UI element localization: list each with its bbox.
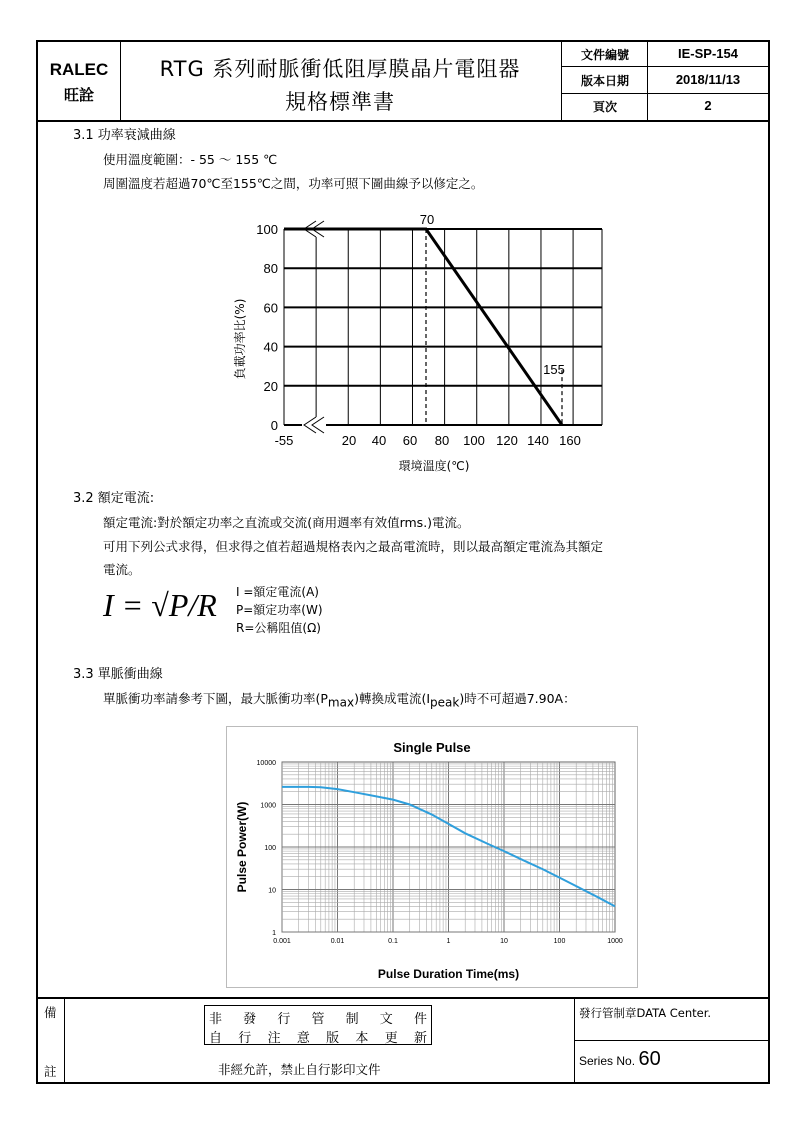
- derating-y-tick-label: 80: [263, 261, 278, 277]
- section-3-3-description: 單脈衝功率請參考下圖，最大脈衝功率$(P_{max})$轉換成電流$(I_{peak})$時不可超過7.90A：: [103, 691, 576, 710]
- axis-break-bg: [302, 417, 326, 433]
- derating-x-tick-label: -55: [274, 433, 294, 448]
- notice-char: 制: [345, 1012, 359, 1027]
- derating-curve: [284, 229, 562, 425]
- brand-en: RALEC: [49, 60, 109, 79]
- single-pulse-y-tick-label: 1: [272, 930, 276, 937]
- section-3-1-description: 周圍溫度若超過70℃至155℃之間，功率可照下圖曲線予以修定之。: [103, 176, 484, 191]
- section-3-2-line2: 可用下列公式求得，但求得之值若超過規格表內之最高電流時，則以最高額定電流為其額定: [103, 539, 604, 554]
- notice-char: 版: [326, 1031, 340, 1046]
- notice-char: 意: [296, 1031, 310, 1046]
- version-date-value: 2018/11/13: [675, 72, 741, 87]
- derating-x-tick-label: 160: [559, 433, 581, 448]
- notice-char: 管: [311, 1012, 325, 1027]
- formula-legend-i: I =額定電流(A): [236, 585, 319, 599]
- single-pulse-x-tick-label: 10: [500, 938, 508, 945]
- single-pulse-chart: [226, 726, 638, 988]
- section-3-2-heading: 3.2 額定電流:: [73, 491, 155, 506]
- page-value: 2: [704, 98, 712, 113]
- notice-char: 文: [379, 1012, 393, 1027]
- derating-x-tick-label: 40: [371, 433, 387, 448]
- footer-left-divider: [64, 997, 65, 1084]
- formula-legend-r: R=公稱阻值(Ω): [236, 621, 321, 635]
- notice-char: 更: [384, 1031, 398, 1046]
- single-pulse-x-tick-label: 0.1: [388, 938, 398, 945]
- single-pulse-x-tick-label: 0.001: [273, 938, 291, 945]
- issuer-stamp-label: 發行管制章DATA Center.: [579, 1006, 712, 1020]
- derating-y-tick-label: 20: [263, 378, 278, 394]
- derating-x-axis-label: 環境溫度(℃): [398, 459, 470, 473]
- derating-y-tick-label: 40: [263, 339, 278, 355]
- notice-char: 新: [413, 1031, 427, 1046]
- derating-y-tick-label: 60: [263, 300, 278, 316]
- document-title: RTG 系列耐脈衝低阻厚膜晶片電阻器: [159, 57, 521, 81]
- notice-char: 發: [243, 1012, 257, 1027]
- section-3-3-heading: 3.3 單脈衝曲線: [73, 667, 163, 682]
- doc-no-label: 文件編號: [580, 48, 629, 62]
- remark-label-bottom: 註: [44, 1064, 57, 1079]
- derating-y-axis-label: 負載功率比(%): [233, 298, 247, 380]
- remark-label-top: 備: [44, 1005, 57, 1020]
- footer-divider: [36, 997, 770, 999]
- notice-char: 行: [277, 1012, 291, 1027]
- notice-char: 自: [209, 1031, 223, 1046]
- doc-no-value: IE-SP-154: [678, 46, 738, 61]
- notice-line-1: [205, 1008, 431, 1027]
- series-number: Series No. 60: [579, 1048, 661, 1070]
- notice-char: 本: [355, 1031, 369, 1046]
- derating-x-tick-label: 80: [434, 433, 450, 448]
- derating-y-ticks: [256, 222, 278, 433]
- footer-right-row-divider: [574, 1040, 770, 1041]
- derating-x-tick-label: 120: [496, 433, 518, 448]
- document-subtitle: 規格標準書: [285, 90, 395, 114]
- notice-char: 件: [413, 1012, 427, 1027]
- notice-line-2: [205, 1027, 431, 1046]
- derating-x-tick-label: 100: [463, 433, 485, 448]
- version-date-label: 版本日期: [580, 74, 629, 88]
- single-pulse-x-axis-label: Pulse Duration Time(ms): [377, 967, 520, 981]
- meta-row-divider-2: [561, 93, 770, 94]
- notice-char: 行: [238, 1031, 252, 1046]
- section-3-2-line1: 額定電流:對於額定功率之直流或交流(商用週率有效值rms.)電流。: [103, 515, 470, 530]
- derating-x-tick-label: 60: [402, 433, 418, 448]
- single-pulse-title: Single Pulse: [393, 740, 471, 755]
- meta-row-divider-1: [561, 66, 770, 67]
- brand-zh: 旺詮: [63, 87, 94, 104]
- derating-annotation-70: 70: [419, 212, 435, 227]
- single-pulse-x-tick-label: 1000: [607, 938, 623, 945]
- section-3-1-heading: 3.1 功率衰減曲線: [73, 128, 176, 143]
- derating-y-tick-label: 0: [270, 418, 278, 433]
- single-pulse-y-tick-label: 10: [268, 887, 276, 895]
- single-pulse-x-tick-label: 0.01: [330, 938, 345, 945]
- single-pulse-x-tick-label: 100: [553, 938, 566, 945]
- header-divider: [36, 120, 770, 122]
- notice-char: 注: [267, 1031, 281, 1046]
- page-label: 頁次: [592, 100, 617, 114]
- derating-x-ticks: [275, 433, 581, 448]
- copy-prohibited-notice: 非經允許，禁止自行影印文件: [218, 1062, 381, 1077]
- derating-series: [284, 229, 562, 425]
- uncontrolled-document-notice: [204, 1005, 432, 1045]
- current-formula: I = √P/R: [103, 587, 217, 623]
- single-pulse-y-tick-label: 100: [264, 845, 276, 852]
- derating-x-tick-label: 140: [527, 433, 549, 448]
- single-pulse-y-tick-label: 1000: [260, 802, 276, 810]
- derating-x-tick-label: 20: [341, 433, 357, 448]
- notice-char: 非: [209, 1012, 223, 1027]
- formula-legend-p: P=額定功率(W): [236, 603, 323, 617]
- derating-chart: [220, 205, 620, 475]
- section-3-2-line3: 電流。: [103, 562, 141, 577]
- section-3-1-temp-range: 使用溫度範圍：- 55 ～ 155 ℃: [103, 152, 278, 167]
- single-pulse-y-axis-label: Pulse Power(W): [235, 801, 249, 893]
- single-pulse-x-tick-label: 1: [446, 938, 451, 945]
- derating-y-tick-label: 100: [256, 222, 278, 237]
- single-pulse-y-tick-label: 10000: [256, 760, 276, 767]
- derating-annotation-155: 155: [543, 361, 565, 377]
